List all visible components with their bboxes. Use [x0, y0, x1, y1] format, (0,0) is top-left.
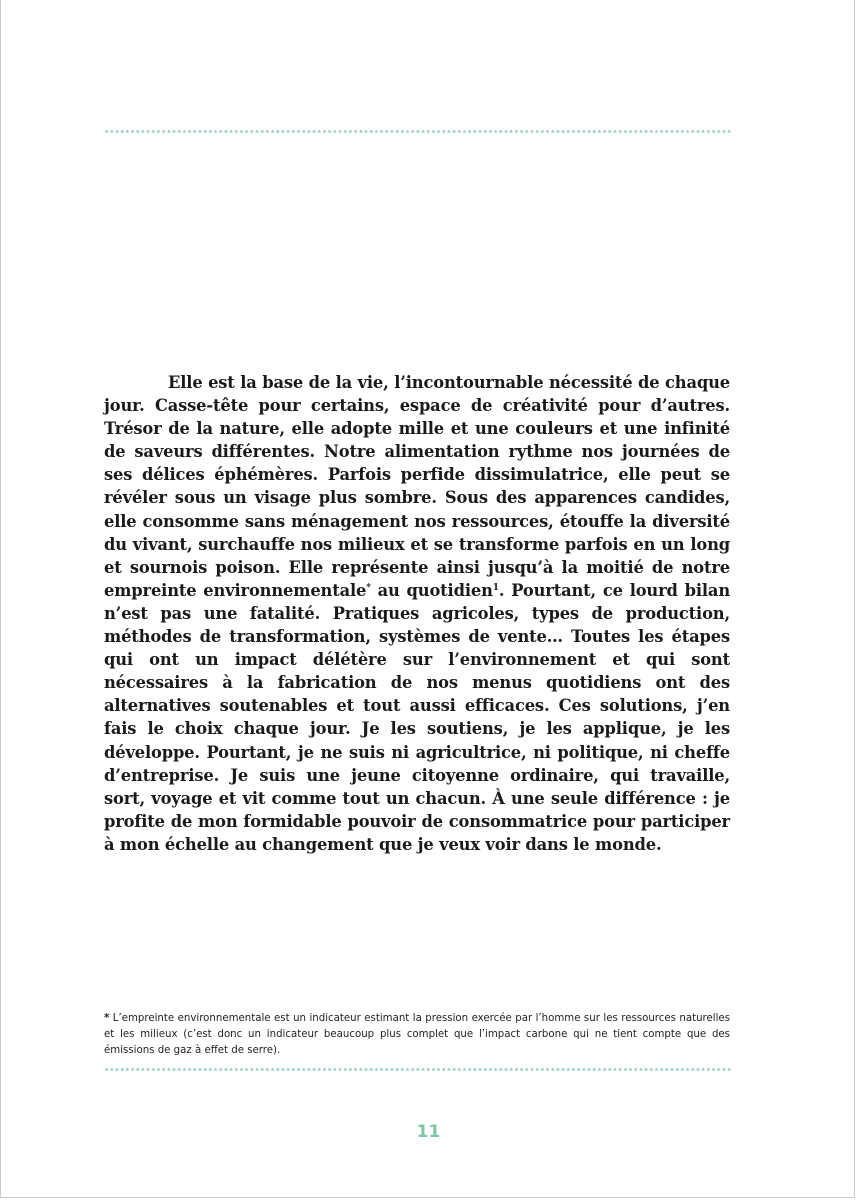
footnote: [104, 1011, 730, 1060]
top-dotted-rule: [104, 129, 732, 134]
footnote-ref-star[interactable]: *: [366, 582, 371, 593]
footnote-text: L’empreinte environnementale est un indicateur estimant la pression exercée par l’homme sur les ressources naturelles et les milieux (c’est donc un indicateur beaucoup plus complet que l’impact carbone qui ne tient compte que des émissions de gaz à effet de serre).: [104, 1013, 730, 1057]
footnote-ref-1[interactable]: 1: [492, 582, 499, 593]
body-paragraph: [104, 371, 730, 856]
body-text-part-1: Elle est la base de la vie, l’incontournable nécessité de chaque jour. Casse-tête pour certains, espace de créativité pour d’autres. Trésor de la nature, elle adopte mille et une couleurs et une infinité de saveurs différentes. Notre alimentation rythme nos journées de ses délices éphémères. Parfois perfide dissimulatrice, elle peut se révéler sous un visage plus sombre. Sous des apparences candides, elle consomme sans ménagement nos ressources, étouffe la diversité du vivant, surchauffe nos milieux et se transforme parfois en un long et sournois poison. Elle représente ainsi jusqu’à la moitié de notre empreinte environnementale: [104, 373, 730, 600]
bottom-dotted-rule: [104, 1067, 732, 1072]
body-text-part-2: au quotidien: [370, 580, 493, 600]
footnote-marker: *: [104, 1013, 110, 1024]
page-number: 11: [416, 1122, 441, 1142]
body-text-part-3: . Pourtant, ce lourd bilan n’est pas une fatalité. Pratiques agricoles, types de production, méthodes de transformation, systèmes de vente… Toutes les étapes qui ont un impact délétère sur l’environnement et qui sont nécessaires à la fabrication de nos menus quotidiens ont des alternatives soutenables et tout aussi efficaces. Ces solutions, j’en fais le choix chaque jour. Je les soutiens, je les applique, je les développe. Pourtant, je ne suis ni agricultrice, ni politique, ni cheffe d’entreprise. Je suis une jeune citoyenne ordinaire, qui travaille, sort, voyage et vit comme tout un chacun. À une seule différence : je profite de mon formidable pouvoir de consommatrice pour participer à mon échelle au changement que je veux voir dans le monde.: [104, 580, 731, 854]
